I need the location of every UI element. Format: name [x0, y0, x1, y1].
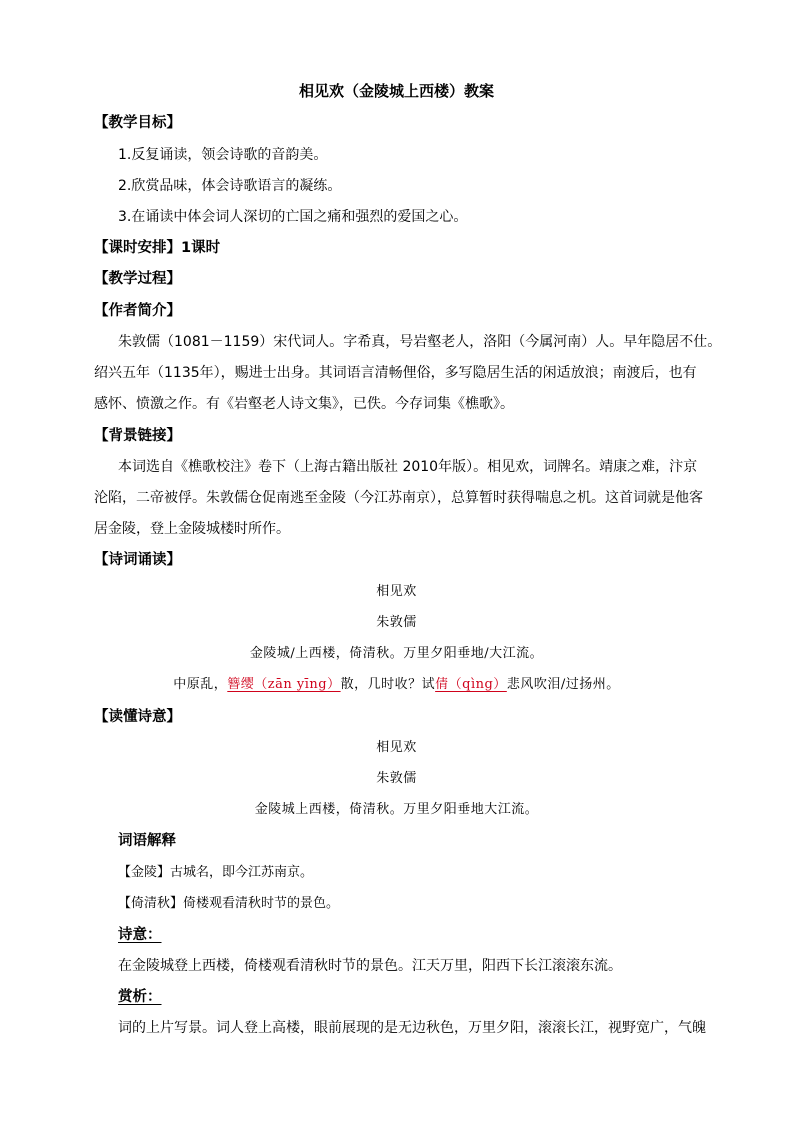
- section-heading-understanding: 【读懂诗意】: [94, 709, 181, 725]
- goal-item-1: 1.反复诵读，领会诗歌的音韵美。: [118, 147, 328, 163]
- poem-line-2-part-a: 中原乱，: [173, 677, 228, 692]
- section-heading-background: 【背景链接】: [94, 428, 181, 444]
- author-paragraph-line-2: 绍兴五年（1135年），赐进士出身。其词语言清畅俚俗，多写隐居生活的闲适放浪；南渡后，也有: [94, 365, 697, 381]
- poem-line-2-part-c: 悲风吹泪/过扬州。: [506, 677, 620, 692]
- poem-title: 相见欢: [376, 584, 417, 599]
- pronunciation-annotation-qing: 倩（qìng）: [435, 677, 507, 692]
- poem-line-2-part-b: 散，几时收？试: [340, 677, 436, 692]
- document-title: 相见欢（金陵城上西楼）教案: [298, 82, 494, 100]
- author-paragraph-line-3: 感怀、愤激之作。有《岩壑老人诗文集》，已佚。今存词集《樵歌》。: [94, 396, 514, 412]
- section-heading-author: 【作者简介】: [94, 303, 181, 319]
- section-heading-process: 【教学过程】: [94, 271, 181, 287]
- pronunciation-annotation-zanying: 簪缨（zān yīng）: [227, 677, 341, 692]
- background-paragraph-line-2: 沦陷，二帝被俘。朱敦儒仓促南逃至金陵（今江苏南京），总算暂时获得喘息之机。这首词就是他客: [94, 490, 703, 506]
- understanding-poem-author: 朱敦儒: [376, 771, 417, 786]
- background-paragraph-line-1: 本词选自《樵歌校注》卷下（上海古籍出版社 2010年版）。相见欢，词牌名。靖康之难，汴京: [118, 459, 698, 475]
- understanding-poem-title: 相见欢: [376, 740, 417, 755]
- author-paragraph-line-1: 朱敦儒（1081－1159）宋代词人。字希真，号岩壑老人，洛阳（今属河南）人。早年隐居不仕。: [118, 334, 722, 350]
- meaning-heading: 诗意：: [118, 927, 162, 943]
- appreciation-heading: 赏析：: [118, 989, 162, 1005]
- section-heading-schedule: 【课时安排】1课时: [94, 240, 221, 256]
- goal-item-2: 2.欣赏品味，体会诗歌语言的凝练。: [118, 178, 342, 194]
- poem-line-2: [0, 676, 793, 694]
- understanding-poem-line: 金陵城上西楼，倚清秋。万里夕阳垂地大江流。: [254, 802, 539, 817]
- poem-line-1: 金陵城/上西楼，倚清秋。万里夕阳垂地/大江流。: [249, 646, 544, 661]
- vocabulary-item-jinling: 【金陵】古城名，即今江苏南京。: [118, 865, 314, 880]
- appreciation-text: 词的上片写景。词人登上高楼，眼前展现的是无边秋色，万里夕阳，滚滚长江，视野宽广，气魄: [118, 1020, 706, 1036]
- section-heading-goals: 【教学目标】: [94, 115, 181, 131]
- meaning-text: 在金陵城登上西楼，倚楼观看清秋时节的景色。江天万里，阳西下长江滚滚东流。: [118, 958, 622, 974]
- vocabulary-heading: 词语解释: [118, 833, 176, 849]
- background-paragraph-line-3: 居金陵，登上金陵城楼时所作。: [94, 521, 290, 537]
- poem-author: 朱敦儒: [376, 615, 417, 630]
- vocabulary-item-yiqingqiu: 【倚清秋】倚楼观看清秋时节的景色。: [118, 896, 340, 911]
- goal-item-3: 3.在诵读中体会词人深切的亡国之痛和强烈的爱国之心。: [118, 209, 468, 225]
- section-heading-recitation: 【诗词诵读】: [94, 552, 181, 568]
